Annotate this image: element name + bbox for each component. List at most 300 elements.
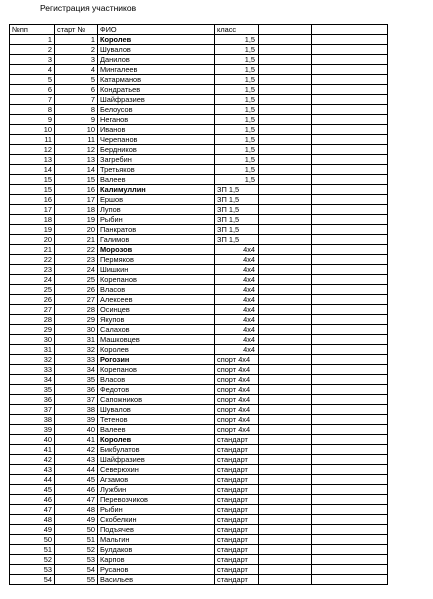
- row-start-number: 39: [55, 415, 98, 425]
- row-start-number: 29: [55, 315, 98, 325]
- row-empty-cell: [312, 275, 388, 285]
- table-row: [10, 65, 388, 75]
- page-title: Регистрация участников: [40, 3, 137, 13]
- table-row: [10, 395, 388, 405]
- row-empty-cell: [312, 455, 388, 465]
- row-start-number: 5: [55, 75, 98, 85]
- row-number: 19: [10, 225, 55, 235]
- table-row: [10, 365, 388, 375]
- row-start-number: 24: [55, 265, 98, 275]
- row-start-number: 13: [55, 155, 98, 165]
- row-class: 1,5: [215, 165, 259, 175]
- row-number: 8: [10, 105, 55, 115]
- row-full-name: Черепанов: [98, 135, 215, 145]
- row-empty-cell: [259, 575, 312, 585]
- row-class: 1,5: [215, 145, 259, 155]
- table-row: [10, 125, 388, 135]
- row-class: 4х4: [215, 295, 259, 305]
- row-empty-cell: [312, 445, 388, 455]
- row-number: 49: [10, 525, 55, 535]
- row-full-name: Федотов: [98, 385, 215, 395]
- row-empty-cell: [259, 135, 312, 145]
- row-empty-cell: [259, 365, 312, 375]
- row-number: 32: [10, 355, 55, 365]
- row-full-name: Якупов: [98, 315, 215, 325]
- row-class: 4х4: [215, 275, 259, 285]
- row-class: ЗП 1,5: [215, 185, 259, 195]
- row-number: 28: [10, 315, 55, 325]
- row-empty-cell: [312, 375, 388, 385]
- row-start-number: 22: [55, 245, 98, 255]
- row-number: 31: [10, 345, 55, 355]
- row-empty-cell: [312, 575, 388, 585]
- row-start-number: 32: [55, 345, 98, 355]
- row-start-number: 47: [55, 495, 98, 505]
- row-number: 38: [10, 415, 55, 425]
- row-empty-cell: [312, 425, 388, 435]
- row-empty-cell: [312, 205, 388, 215]
- row-number: 15: [10, 185, 55, 195]
- row-empty-cell: [259, 375, 312, 385]
- row-class: 4х4: [215, 305, 259, 315]
- row-full-name: Карпов: [98, 555, 215, 565]
- row-full-name: Ершов: [98, 195, 215, 205]
- row-empty-cell: [312, 285, 388, 295]
- row-empty-cell: [312, 185, 388, 195]
- row-empty-cell: [259, 295, 312, 305]
- row-empty-cell: [312, 255, 388, 265]
- row-class: стандарт: [215, 555, 259, 565]
- row-class: стандарт: [215, 465, 259, 475]
- row-class: 1,5: [215, 45, 259, 55]
- row-class: 1,5: [215, 125, 259, 135]
- row-class: 1,5: [215, 115, 259, 125]
- row-start-number: 27: [55, 295, 98, 305]
- row-empty-cell: [312, 315, 388, 325]
- row-empty-cell: [259, 125, 312, 135]
- row-number: 40: [10, 435, 55, 445]
- row-full-name: Русанов: [98, 565, 215, 575]
- row-full-name: Катарманов: [98, 75, 215, 85]
- row-full-name: Третьяков: [98, 165, 215, 175]
- row-full-name: Агзамов: [98, 475, 215, 485]
- row-start-number: 6: [55, 85, 98, 95]
- table-row: [10, 215, 388, 225]
- table-row: [10, 235, 388, 245]
- row-start-number: 42: [55, 445, 98, 455]
- table-row: [10, 335, 388, 345]
- row-full-name: Васильев: [98, 575, 215, 585]
- row-empty-cell: [259, 395, 312, 405]
- table-row: [10, 505, 388, 515]
- table-header-row: [10, 25, 388, 35]
- row-start-number: 52: [55, 545, 98, 555]
- row-empty-cell: [259, 65, 312, 75]
- table-row: [10, 575, 388, 585]
- row-number: 36: [10, 395, 55, 405]
- row-start-number: 11: [55, 135, 98, 145]
- table-row: [10, 295, 388, 305]
- row-empty-cell: [312, 45, 388, 55]
- row-number: 2: [10, 45, 55, 55]
- row-full-name: Шайфразиев: [98, 455, 215, 465]
- row-start-number: 20: [55, 225, 98, 235]
- row-empty-cell: [259, 245, 312, 255]
- row-number: 30: [10, 335, 55, 345]
- table-row: [10, 85, 388, 95]
- row-class: стандарт: [215, 575, 259, 585]
- row-number: 17: [10, 205, 55, 215]
- row-number: 37: [10, 405, 55, 415]
- row-start-number: 8: [55, 105, 98, 115]
- row-full-name: Подъячев: [98, 525, 215, 535]
- row-class: стандарт: [215, 455, 259, 465]
- row-class: спорт 4х4: [215, 405, 259, 415]
- row-class: ЗП 1,5: [215, 225, 259, 235]
- row-full-name: Булдаков: [98, 545, 215, 555]
- row-class: 1,5: [215, 55, 259, 65]
- table-row: [10, 115, 388, 125]
- row-empty-cell: [259, 195, 312, 205]
- row-empty-cell: [312, 385, 388, 395]
- row-empty-cell: [259, 205, 312, 215]
- row-start-number: 37: [55, 395, 98, 405]
- row-empty-cell: [259, 315, 312, 325]
- row-empty-cell: [259, 525, 312, 535]
- row-start-number: 35: [55, 375, 98, 385]
- row-class: 4х4: [215, 285, 259, 295]
- row-class: стандарт: [215, 475, 259, 485]
- row-number: 15: [10, 175, 55, 185]
- row-number: 25: [10, 285, 55, 295]
- row-number: 11: [10, 135, 55, 145]
- row-class: спорт 4х4: [215, 375, 259, 385]
- row-empty-cell: [259, 415, 312, 425]
- row-empty-cell: [312, 395, 388, 405]
- row-empty-cell: [312, 355, 388, 365]
- row-empty-cell: [259, 85, 312, 95]
- table-row: [10, 485, 388, 495]
- row-full-name: Калимуллин: [98, 185, 215, 195]
- row-empty-cell: [259, 505, 312, 515]
- row-start-number: 26: [55, 285, 98, 295]
- header-empty-2: [312, 25, 388, 35]
- row-number: 10: [10, 125, 55, 135]
- table-row: [10, 515, 388, 525]
- table-row: [10, 375, 388, 385]
- row-start-number: 33: [55, 355, 98, 365]
- row-number: 18: [10, 215, 55, 225]
- row-empty-cell: [259, 235, 312, 245]
- row-empty-cell: [312, 245, 388, 255]
- row-class: 4х4: [215, 245, 259, 255]
- row-full-name: Данилов: [98, 55, 215, 65]
- header-empty-1: [259, 25, 312, 35]
- row-full-name: Перевозчиков: [98, 495, 215, 505]
- table-row: [10, 315, 388, 325]
- row-empty-cell: [312, 125, 388, 135]
- table-row: [10, 555, 388, 565]
- row-empty-cell: [312, 535, 388, 545]
- row-start-number: 38: [55, 405, 98, 415]
- table-row: [10, 355, 388, 365]
- row-empty-cell: [259, 285, 312, 295]
- row-start-number: 14: [55, 165, 98, 175]
- row-full-name: Шувалов: [98, 405, 215, 415]
- row-empty-cell: [312, 235, 388, 245]
- row-full-name: Мингалеев: [98, 65, 215, 75]
- row-full-name: Королев: [98, 345, 215, 355]
- row-start-number: 10: [55, 125, 98, 135]
- row-number: 22: [10, 255, 55, 265]
- row-empty-cell: [312, 95, 388, 105]
- row-number: 39: [10, 425, 55, 435]
- table-row: [10, 345, 388, 355]
- row-empty-cell: [259, 105, 312, 115]
- row-empty-cell: [312, 525, 388, 535]
- header-number: №пп: [10, 25, 55, 35]
- row-empty-cell: [259, 535, 312, 545]
- table-row: [10, 445, 388, 455]
- row-full-name: Тетенов: [98, 415, 215, 425]
- table-row: [10, 45, 388, 55]
- row-empty-cell: [259, 345, 312, 355]
- table-row: [10, 195, 388, 205]
- row-full-name: Власов: [98, 285, 215, 295]
- row-empty-cell: [259, 565, 312, 575]
- row-empty-cell: [259, 155, 312, 165]
- table-row: [10, 75, 388, 85]
- row-start-number: 48: [55, 505, 98, 515]
- row-full-name: Машковцев: [98, 335, 215, 345]
- row-number: 53: [10, 565, 55, 575]
- row-empty-cell: [312, 215, 388, 225]
- row-number: 9: [10, 115, 55, 125]
- row-start-number: 53: [55, 555, 98, 565]
- row-class: стандарт: [215, 445, 259, 455]
- row-number: 12: [10, 145, 55, 155]
- row-empty-cell: [259, 145, 312, 155]
- row-full-name: Сапожников: [98, 395, 215, 405]
- row-class: стандарт: [215, 485, 259, 495]
- row-number: 5: [10, 75, 55, 85]
- row-empty-cell: [259, 35, 312, 45]
- table-row: [10, 325, 388, 335]
- table-row: [10, 305, 388, 315]
- table-row: [10, 185, 388, 195]
- row-empty-cell: [259, 95, 312, 105]
- row-class: 1,5: [215, 85, 259, 95]
- row-empty-cell: [312, 195, 388, 205]
- row-number: 21: [10, 245, 55, 255]
- table-row: [10, 285, 388, 295]
- row-full-name: Лужбин: [98, 485, 215, 495]
- row-start-number: 3: [55, 55, 98, 65]
- row-start-number: 34: [55, 365, 98, 375]
- row-start-number: 21: [55, 235, 98, 245]
- row-class: 1,5: [215, 135, 259, 145]
- table-row: [10, 55, 388, 65]
- row-number: 4: [10, 65, 55, 75]
- row-start-number: 4: [55, 65, 98, 75]
- table-row: [10, 35, 388, 45]
- row-start-number: 28: [55, 305, 98, 315]
- table-row: [10, 435, 388, 445]
- row-full-name: Рыбин: [98, 505, 215, 515]
- row-full-name: Панкратов: [98, 225, 215, 235]
- row-empty-cell: [312, 165, 388, 175]
- row-empty-cell: [259, 555, 312, 565]
- row-start-number: 30: [55, 325, 98, 335]
- row-class: ЗП 1,5: [215, 215, 259, 225]
- row-full-name: Галимов: [98, 235, 215, 245]
- row-empty-cell: [312, 295, 388, 305]
- row-empty-cell: [259, 515, 312, 525]
- row-start-number: 7: [55, 95, 98, 105]
- row-class: 1,5: [215, 105, 259, 115]
- row-number: 35: [10, 385, 55, 395]
- row-number: 42: [10, 455, 55, 465]
- row-number: 23: [10, 265, 55, 275]
- row-start-number: 44: [55, 465, 98, 475]
- row-empty-cell: [312, 225, 388, 235]
- row-empty-cell: [312, 365, 388, 375]
- table-row: [10, 245, 388, 255]
- row-class: 4х4: [215, 335, 259, 345]
- row-start-number: 36: [55, 385, 98, 395]
- header-class: класс: [215, 25, 259, 35]
- table-row: [10, 455, 388, 465]
- row-empty-cell: [259, 495, 312, 505]
- row-class: стандарт: [215, 525, 259, 535]
- row-class: 1,5: [215, 75, 259, 85]
- table-row: [10, 165, 388, 175]
- row-start-number: 2: [55, 45, 98, 55]
- row-empty-cell: [312, 305, 388, 315]
- row-full-name: Кондратьев: [98, 85, 215, 95]
- row-empty-cell: [259, 385, 312, 395]
- row-full-name: Валеев: [98, 175, 215, 185]
- row-start-number: 25: [55, 275, 98, 285]
- row-full-name: Бердников: [98, 145, 215, 155]
- row-number: 3: [10, 55, 55, 65]
- row-number: 13: [10, 155, 55, 165]
- row-empty-cell: [312, 545, 388, 555]
- row-number: 26: [10, 295, 55, 305]
- row-start-number: 9: [55, 115, 98, 125]
- row-empty-cell: [259, 355, 312, 365]
- row-start-number: 54: [55, 565, 98, 575]
- row-full-name: Рогозин: [98, 355, 215, 365]
- table-row: [10, 495, 388, 505]
- row-class: 1,5: [215, 35, 259, 45]
- row-empty-cell: [259, 55, 312, 65]
- row-start-number: 49: [55, 515, 98, 525]
- row-empty-cell: [312, 465, 388, 475]
- row-full-name: Белоусов: [98, 105, 215, 115]
- row-start-number: 50: [55, 525, 98, 535]
- row-class: ЗП 1,5: [215, 205, 259, 215]
- row-class: спорт 4х4: [215, 385, 259, 395]
- table-row: [10, 405, 388, 415]
- row-empty-cell: [259, 545, 312, 555]
- row-class: спорт 4х4: [215, 355, 259, 365]
- row-full-name: Корепанов: [98, 275, 215, 285]
- row-number: 1: [10, 35, 55, 45]
- table-row: [10, 275, 388, 285]
- row-start-number: 17: [55, 195, 98, 205]
- row-start-number: 1: [55, 35, 98, 45]
- row-empty-cell: [312, 475, 388, 485]
- row-full-name: Пермяков: [98, 255, 215, 265]
- table-row: [10, 95, 388, 105]
- row-full-name: Мальгин: [98, 535, 215, 545]
- row-number: 47: [10, 505, 55, 515]
- row-full-name: Лупов: [98, 205, 215, 215]
- row-number: 6: [10, 85, 55, 95]
- row-class: стандарт: [215, 495, 259, 505]
- row-full-name: Королев: [98, 35, 215, 45]
- row-empty-cell: [312, 345, 388, 355]
- table-row: [10, 145, 388, 155]
- table-row: [10, 135, 388, 145]
- row-full-name: Скобелкин: [98, 515, 215, 525]
- row-empty-cell: [259, 425, 312, 435]
- row-class: спорт 4х4: [215, 415, 259, 425]
- row-number: 7: [10, 95, 55, 105]
- row-number: 33: [10, 365, 55, 375]
- row-empty-cell: [312, 415, 388, 425]
- table-row: [10, 205, 388, 215]
- row-start-number: 15: [55, 175, 98, 185]
- row-number: 16: [10, 195, 55, 205]
- row-empty-cell: [312, 135, 388, 145]
- row-number: 51: [10, 545, 55, 555]
- row-class: стандарт: [215, 545, 259, 555]
- row-class: 1,5: [215, 175, 259, 185]
- row-full-name: Морозов: [98, 245, 215, 255]
- row-start-number: 51: [55, 535, 98, 545]
- row-empty-cell: [259, 215, 312, 225]
- row-number: 45: [10, 485, 55, 495]
- row-full-name: Неганов: [98, 115, 215, 125]
- row-class: 4х4: [215, 255, 259, 265]
- row-full-name: Загребин: [98, 155, 215, 165]
- row-class: 4х4: [215, 325, 259, 335]
- row-full-name: Алексеев: [98, 295, 215, 305]
- row-empty-cell: [259, 335, 312, 345]
- row-number: 44: [10, 475, 55, 485]
- row-empty-cell: [259, 305, 312, 315]
- row-full-name: Бикбулатов: [98, 445, 215, 455]
- row-empty-cell: [259, 405, 312, 415]
- row-empty-cell: [312, 335, 388, 345]
- row-empty-cell: [259, 465, 312, 475]
- table-row: [10, 155, 388, 165]
- table-row: [10, 535, 388, 545]
- row-number: 48: [10, 515, 55, 525]
- row-class: стандарт: [215, 435, 259, 445]
- row-start-number: 31: [55, 335, 98, 345]
- row-empty-cell: [312, 515, 388, 525]
- row-empty-cell: [312, 405, 388, 415]
- table-row: [10, 545, 388, 555]
- row-full-name: Салахов: [98, 325, 215, 335]
- row-class: 4х4: [215, 265, 259, 275]
- row-number: 29: [10, 325, 55, 335]
- row-full-name: Осинцев: [98, 305, 215, 315]
- row-full-name: Иванов: [98, 125, 215, 135]
